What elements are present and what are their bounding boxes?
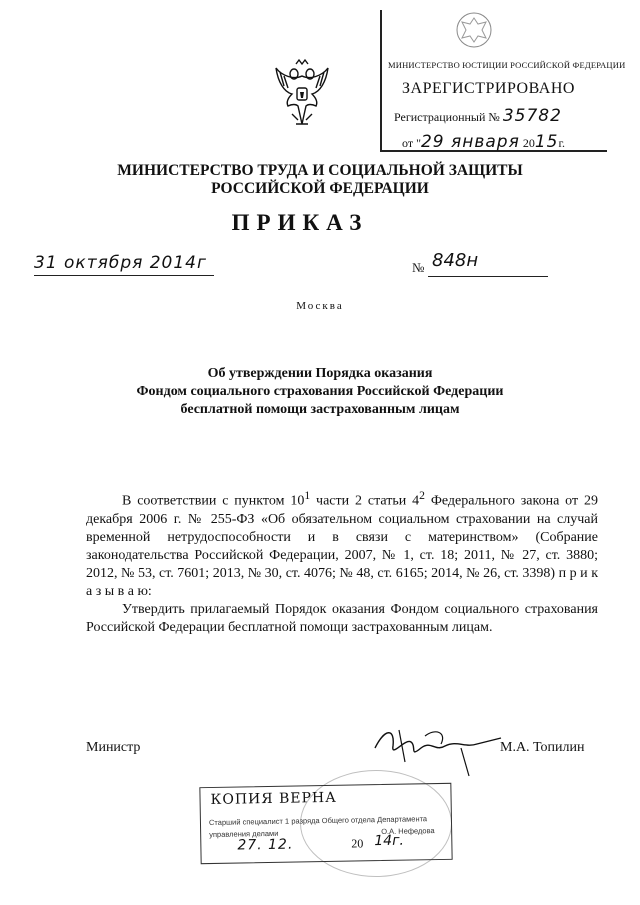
order-date: 31 октября 2014г (34, 253, 207, 273)
body-p1-part-c: Федерального закона от 29 декабря 2006 г. № 255-ФЗ «Об обязательном социальном страховании на случай временной нетрудоспособности и в связи с материнством» (Собрание законодательства Российской Федерации, 2007, № 1, ст. 18; 2011, № 27, ст. 3880; 2012, № 53, ст. 7601; 2013, № 30, ст. 4076; № 48, ст. 6165; 2014, № 26, ст. 3398) п р и к а з ы в а ю: (86, 493, 598, 599)
city: Москва (296, 300, 344, 312)
order-body (86, 487, 598, 637)
copy-stamp-title: КОПИЯ ВЕРНА (210, 789, 337, 809)
copy-stamp-position-2: управления делами (209, 828, 279, 840)
registration-number: 35782 (502, 106, 562, 126)
registration-date-prefix: от " (402, 136, 421, 150)
order-subject (110, 365, 530, 419)
registration-stamp (380, 10, 626, 152)
order-number-label: № (412, 260, 425, 275)
ministry-title (80, 162, 560, 198)
coat-of-arms-icon (272, 58, 332, 130)
ministry-line-2: РОССИЙСКОЙ ФЕДЕРАЦИИ (211, 180, 429, 197)
copy-stamp-date: 27. 12. (237, 836, 294, 854)
registration-year-prefix: 20 (522, 136, 535, 150)
registration-date-line (402, 132, 565, 152)
signatory-title: Министр (86, 740, 141, 755)
body-p1-part-b: части 2 статьи 4 (310, 493, 420, 509)
copy-stamp-person: О.А. Нефедова (381, 826, 435, 837)
registration-number-label: Регистрационный № (394, 110, 500, 124)
copy-stamp-year: 14г. (374, 832, 405, 850)
registration-number-line (394, 106, 562, 126)
subject-line-2: Фондом социального страхования Российской Федерации (136, 384, 504, 399)
subject-line-1: Об утверждении Порядка оказания (207, 366, 433, 381)
order-number-underline (428, 276, 548, 277)
registration-status: ЗАРЕГИСТРИРОВАНО (402, 80, 575, 97)
small-emblem-icon (454, 10, 494, 50)
body-p1-sup-1: 1 (304, 489, 311, 502)
registration-ministry: МИНИСТЕРСТВО ЮСТИЦИИ РОССИЙСКОЙ ФЕДЕРАЦИИ (388, 60, 626, 70)
registration-date: 29 января (420, 132, 520, 152)
body-p1-sup-2: 2 (419, 489, 425, 502)
body-p1-part-a: В соответствии с пунктом 10 (122, 493, 305, 509)
order-number: 848н (432, 250, 479, 271)
signatory-name: М.А. Топилин (500, 740, 585, 755)
registration-year-suffix: г. (558, 136, 566, 150)
ministry-line-1: МИНИСТЕРСТВО ТРУДА И СОЦИАЛЬНОЙ ЗАЩИТЫ (117, 162, 523, 179)
body-paragraph-1 (86, 487, 598, 601)
registration-year: 15 (534, 132, 559, 152)
subject-line-3: бесплатной помощи застрахованным лицам (180, 402, 460, 417)
copy-stamp-year-prefix: 20 (351, 836, 364, 851)
copy-stamp-position-1: Старший специалист 1 разряда Общего отдела Департамента (208, 814, 428, 828)
copy-certification-stamp (199, 783, 452, 864)
document-type: ПРИКАЗ (231, 210, 369, 235)
order-date-underline (34, 275, 214, 276)
body-paragraph-2: Утвердить прилагаемый Порядок оказания Фондом социального страхования Российской Федерации бесплатной помощи застрахованным лицам. (86, 601, 598, 635)
